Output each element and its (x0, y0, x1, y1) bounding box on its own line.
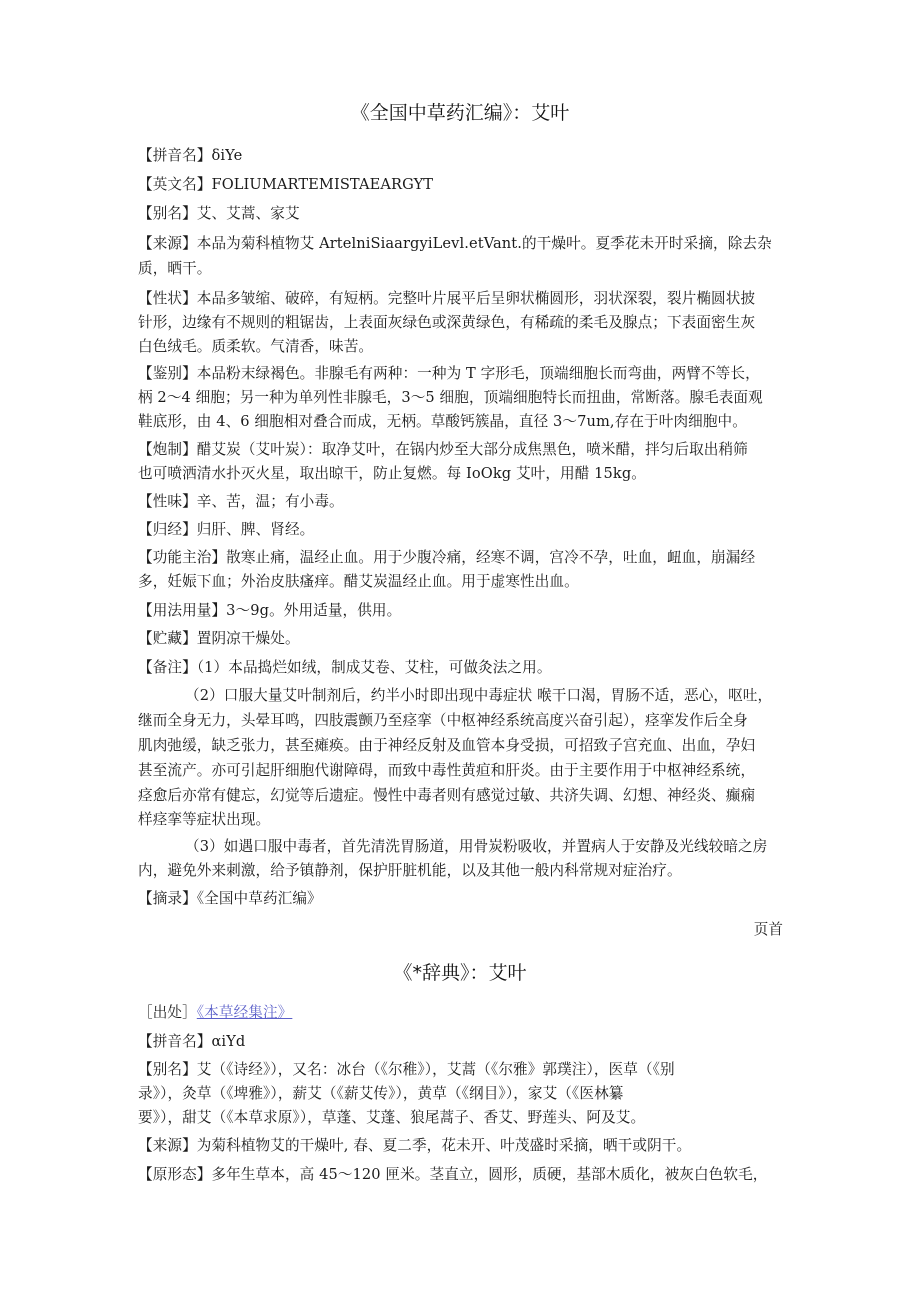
alias-line: 【别名】艾、艾蒿、家艾 (138, 205, 300, 222)
identification-line: 【鉴别】本品粉末绿褐色。非腺毛有两种：一种为 T 字形毛，顶端细胞长而弯曲，两臂不等长， (138, 365, 760, 382)
remark-line: 痉愈后亦常有健忘，幻觉等后遗症。慢性中毒者则有感觉过敏、共济失调、幻想、神经炎、癫痫 (138, 787, 756, 804)
remark-line: 样痉挛等症状出现。 (138, 811, 271, 828)
alias-line: 要》），甜艾（《本草求原》），草蓬、艾蓬、狼尾蒿子、香艾、野莲头、阿及艾。 (138, 1109, 646, 1126)
remark-line: 继而全身无力，头晕耳鸣，四肢震颤乃至痉挛（中枢神经系统高度兴奋引起），痉挛发作后全身 (138, 712, 748, 729)
property-line: 白色绒毛。质柔软。气清香，味苦。 (138, 338, 374, 355)
section-title: 《*辞典》：艾叶 (393, 962, 527, 984)
property-line: 针形，边缘有不规则的粗锯齿，上表面灰绿色或深黄绿色，有稀疏的柔毛及腺点；下表面密生灰 (138, 314, 756, 331)
remark-line: （3）如遇口服中毒者，首先清洗胃肠道，用骨炭粉吸收，并置病人于安静及光线较暗之房 (185, 838, 768, 855)
taste-line: 【性味】辛、苦，温；有小毒。 (138, 493, 344, 510)
identification-line: 柄 2～4 细胞；另一种为单列性非腺毛，3～5 细胞，顶端细胞特长而扭曲，常断落。腺毛表面观 (138, 389, 763, 406)
page-top-link[interactable]: 页首 (753, 921, 783, 938)
remark-line: 【备注】（1）本品捣烂如绒，制成艾卷、艾柱，可做灸法之用。 (138, 659, 552, 676)
pinyin-line: 【拼音名】αiYd (138, 1033, 246, 1050)
function-line: 多，妊娠下血；外治皮肤瘙痒。醋艾炭温经止血。用于虚寒性出血。 (138, 573, 579, 590)
remark-line: 肌肉弛缓，缺乏张力，甚至瘫痪。由于神经反射及血管本身受损，可招致子宫充血、出血，孕妇 (138, 737, 756, 754)
source-line: 【来源】本品为菊科植物艾 ArtelniSiaargyiLevl.etVant.的干燥叶。夏季花未开时采摘，除去杂 (138, 235, 772, 252)
source-link[interactable]: 《本草经集注》 (196, 1004, 293, 1021)
remark-line: 甚至流产。亦可引起肝细胞代谢障碍，而致中毒性黄疸和肝炎。由于主要作用于中枢神经系统， (138, 762, 756, 779)
alias-line: 【别名】艾（《诗经》），又名：冰台（《尔稚》），艾蒿（《尔雅》郭璞注），医草（《别 (138, 1061, 675, 1078)
pinyin-line: 【拼音名】δiYe (138, 147, 243, 164)
processing-line: 也可喷洒清水扑灭火星，取出晾干，防止复燃。每 IoOkg 艾叶，用醋 15kg。 (138, 465, 646, 482)
identification-line: 鞋底形，由 4、6 细胞相对叠合而成，无柄。草酸钙簇晶，直径 3～7um,存在于叶肉细胞中。 (138, 413, 747, 430)
property-line: 【性状】本品多皱缩、破碎，有短柄。完整叶片展平后呈卵状椭圆形，羽状深裂，裂片椭圆状披 (138, 290, 756, 307)
section-title: 《全国中草药汇编》：艾叶 (350, 102, 570, 124)
english-name-line: 【英文名】FOLIUMARTEMISTAEARGYT (138, 176, 434, 193)
excerpt-line: 【摘录】《全国中草药汇编》 (138, 890, 322, 907)
dosage-line: 【用法用量】3～9g。外用适量，供用。 (138, 602, 402, 619)
storage-line: 【贮藏】置阴凉干燥处。 (138, 630, 300, 647)
alias-line: 录》），灸草（《埤雅》），薪艾（《薪艾传》），黄草（《纲目》），家艾（《医林纂 (138, 1085, 624, 1102)
function-line: 【功能主治】散寒止痛，温经止血。用于少腹冷痛，经寒不调，宫冷不孕，吐血，衄血，崩漏经 (138, 549, 756, 566)
meridian-line: 【归经】归肝、脾、肾经。 (138, 521, 315, 538)
source-citation-line (138, 1003, 798, 1023)
processing-line: 【炮制】醋艾炭（艾叶炭）：取净艾叶，在锅内炒至大部分成焦黑色，喷米醋，拌匀后取出稍筛 (138, 441, 748, 458)
source-line: 【来源】为菊科植物艾的干燥叶, 春、夏二季，花未开、叶茂盛时采摘，晒干或阴干。 (138, 1137, 692, 1154)
source-line: 质，晒干。 (138, 260, 212, 277)
remark-line: （2）口服大量艾叶制剂后，约半小时即出现中毒症状 喉干口渴，胃肠不适，恶心，呕吐， (185, 687, 773, 704)
morphology-line: 【原形态】多年生草本，高 45～120 匣米。茎直立，圆形，质硬，基部木质化，被灰白色软毛， (138, 1166, 768, 1183)
source-label: ［出处］ (138, 1004, 197, 1021)
remark-line: 内，避免外来刺激，给予镇静剂，保护肝脏机能，以及其他一般内科常规对症治疗。 (138, 862, 682, 879)
